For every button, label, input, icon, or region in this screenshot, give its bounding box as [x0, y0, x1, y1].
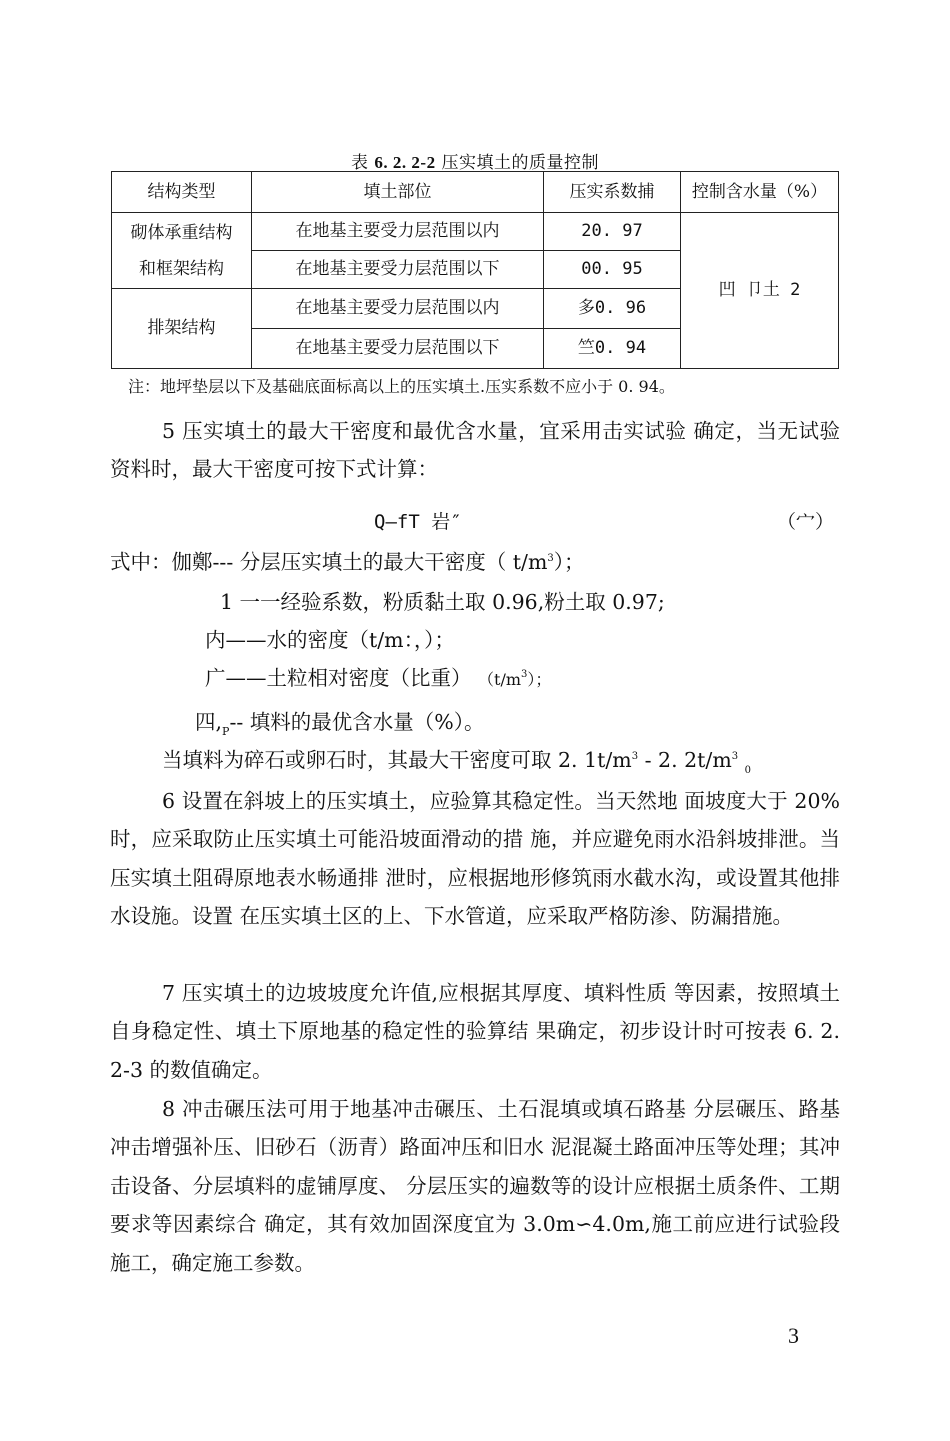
fill-position-cell: 在地基主要受力层范围以内 [252, 289, 544, 329]
where-line-sup: 3 [547, 553, 554, 565]
quality-control-table [111, 171, 839, 369]
moisture-control-cell: 凹 卩土 2 [681, 213, 839, 369]
fill-position-cell: 在地基主要受力层范围以下 [252, 251, 544, 289]
formula: Q—fT 岩″ [374, 511, 462, 533]
table-header-row [112, 172, 839, 213]
page-number: 3 [788, 1323, 799, 1348]
gravel-mid: - 2. 2t/m [638, 748, 732, 772]
paragraph-7: 7 压实填土的边坡坡度允许值,应根据其厚度、填料性质 等因素，按照填土自身稳定性、填土下原地基的稳定性的验算结 果确定，初步设计时可按表 6. 2. 2-3 的数值确定。 [110, 981, 840, 1082]
definition-4-prefix: 四, [195, 710, 223, 734]
table-title: 压实填土的质量控制 [441, 153, 599, 173]
header-structure-type: 结构类型 [112, 172, 252, 213]
gravel-sup-1: 3 [631, 751, 639, 763]
definition-2: 内——水的密度（t/m：，）； [205, 628, 455, 652]
definition-3-unit: （t/m [478, 670, 522, 689]
structure-type-masonry-frame [112, 213, 252, 289]
where-line [110, 545, 585, 575]
gravel-density-line [162, 743, 751, 776]
paragraph-8: 8 冲击碾压法可用于地基冲击碾压、土石混填或填石路基 分层碾压、路基冲击增强补压、旧砂石（沥青）路面冲压和旧水 泥混凝土路面冲压等处理；其冲击设备、分层填料的虚铺厚度、 分层压实的遍数等的设计应根据土质条件、工期要求等因素综合 确定，其有效加固深度宜为 3.0m∽4.0m,施工前应进行试验段 施工，确定施工参数。 [110, 1097, 840, 1275]
structure-type-line2: 和框架结构 [139, 258, 224, 279]
compaction-coef-cell: 多0. 96 [544, 289, 681, 329]
definition-4 [195, 705, 485, 738]
header-moisture-control: 控制含水量（%） [681, 172, 839, 213]
definition-3 [205, 661, 551, 691]
definition-4-sub: P [222, 725, 230, 738]
gravel-tail: 0 [744, 765, 752, 776]
table-caption [0, 148, 950, 173]
header-compaction-coef: 压实系数捕 [544, 172, 681, 213]
gravel-text: 当填料为碎石或卵石时，其最大干密度可取 2. 1t/m [162, 748, 632, 772]
table-note: 注：地坪垫层以下及基础底面标高以上的压实填土.压实系数不应小于 0. 94。 [128, 377, 675, 396]
table-caption-prefix: 表 [351, 153, 369, 173]
definition-1: 1 一一经验系数，粉质黏土取 0.96,粉土取 0.97; [220, 590, 665, 614]
definition-3-end: ）； [527, 670, 552, 689]
compaction-coef-cell: 20. 97 [544, 213, 681, 251]
definition-4-text: -- 填料的最优含水量（%）。 [229, 710, 485, 734]
paragraph-5: 5 压实填土的最大干密度和最优含水量，宜采用击实试验 确定，当无试验资料时，最大干密度可按下式计算： [110, 419, 840, 482]
definition-3-text: 广——土粒相对密度（比重） [205, 666, 472, 690]
header-fill-position: 填土部位 [252, 172, 544, 213]
formula-number: （宀） [777, 511, 835, 533]
compaction-coef-cell: 00. 95 [544, 251, 681, 289]
table-row [112, 213, 839, 251]
structure-type-line1: 砌体承重结构 [130, 222, 233, 243]
fill-position-cell: 在地基主要受力层范围以下 [252, 329, 544, 369]
where-line-text: 式中：伽鄭--- 分层压实填土的最大干密度（ t/m [110, 550, 548, 574]
definition-3-sup: 3 [521, 669, 528, 681]
compaction-coef-cell: 竺0. 94 [544, 329, 681, 369]
paragraph-6: 6 设置在斜坡上的压实填土，应验算其稳定性。当天然地 面坡度大于 20%时，应采取防止压实填土可能沿坡面滑动的措 施，并应避免雨水沿斜坡排泄。当压实填土阻碍原地表水畅通排 泄时，应根据地形修筑雨水截水沟，或设置其他排水设施。设置 在压实填土区的上、下水管道，应采取严格防渗、防漏措施。 [110, 789, 840, 929]
fill-position-cell: 在地基主要受力层范围以内 [252, 213, 544, 251]
structure-type-bent-frame: 排架结构 [112, 289, 252, 369]
where-line-end: ）； [553, 550, 585, 574]
table-number: 6. 2. 2-2 [374, 153, 436, 172]
gravel-sup-2: 3 [731, 751, 739, 763]
